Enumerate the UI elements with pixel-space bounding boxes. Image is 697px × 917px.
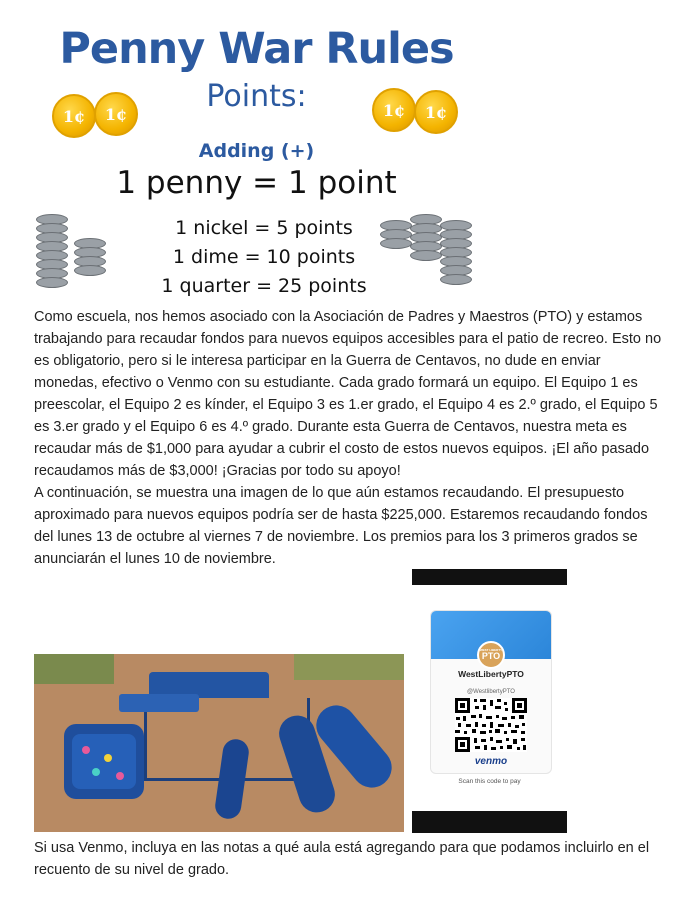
poster-main-rule: 1 penny = 1 point: [116, 165, 397, 201]
coin-stack-icon: [374, 214, 474, 298]
venmo-top-bar: [412, 569, 567, 585]
intro-paragraph: Como escuela, nos hemos asociado con la Asociación de Padres y Maestros (PTO) y estamos trabajando para recaudar fondos para nuevos equipos accesibles para el patio de recreo. Esto no es obligatorio, pero si le interesa participar en la Guerra de Centavos, no dude en enviar monedas, efectivo o Venmo con su estudiante. Cada grado formará un equipo. El Equipo 1 es preescolar, el Equipo 2 es kínder, el Equipo 3 es 1.er grado, el Equipo 4 es 2.º grado, el Equipo 5 es 3.er grado y el Equipo 6 es 4.º grado. Durante esta Guerra de Centavos, nuestra meta es recaudar más de $1,000 para ayudar a cubrir el costo de estos nuevos equipos. ¡El año pasado recaudamos más de $3,000! ¡Gracias por todo su apoyo!: [34, 309, 662, 479]
poster-rule-nickel: 1 nickel = 5 points: [175, 217, 353, 239]
venmo-card: [430, 610, 552, 774]
venmo-logo: venmo: [474, 756, 508, 767]
poster-adding-heading: Adding (+): [198, 140, 315, 162]
venmo-handle: @WestlibertyPTO: [467, 689, 515, 695]
venmo-scan-caption: Scan this code to pay: [458, 778, 521, 785]
coin-stack-icon: [34, 214, 114, 298]
poster-subtitle: Points:: [206, 79, 307, 114]
poster-rule-dime: 1 dime = 10 points: [172, 246, 356, 268]
poster-title: Penny War Rules: [59, 24, 454, 74]
poster-rule-quarter: 1 quarter = 25 points: [161, 275, 367, 297]
pto-logo-top: WEST LIBERTY: [479, 648, 503, 652]
venmo-note-paragraph: Si usa Venmo, incluya en las notas a qué aula está agregando para que podamos incluirlo en el recuento de su nivel de grado.: [34, 840, 650, 878]
qr-code-icon[interactable]: [455, 698, 527, 752]
playground-equipment-image: [34, 654, 404, 832]
fundraising-paragraph: A continuación, se muestra una imagen de lo que aún estamos recaudando. El presupuesto aproximado para nuevos equipos podría ser de hasta $225,000. Estaremos recaudando fondos del lunes 13 de octubre al viernes 7 de noviembre. Los premios para los 3 primeros grados se anunciarán el lunes 10 de noviembre.: [34, 485, 648, 567]
venmo-account-name: WestLibertyPTO: [458, 669, 524, 679]
penny-coin-icon: 1¢: [372, 88, 416, 132]
penny-coin-icon: 1¢: [94, 92, 138, 136]
penny-coin-icon: 1¢: [414, 90, 458, 134]
pto-logo-text: PTO: [481, 651, 501, 661]
penny-war-poster: [34, 10, 479, 298]
penny-coin-icon: 1¢: [52, 94, 96, 138]
venmo-bottom-bar: [412, 811, 567, 833]
pto-logo-icon: [477, 641, 505, 669]
